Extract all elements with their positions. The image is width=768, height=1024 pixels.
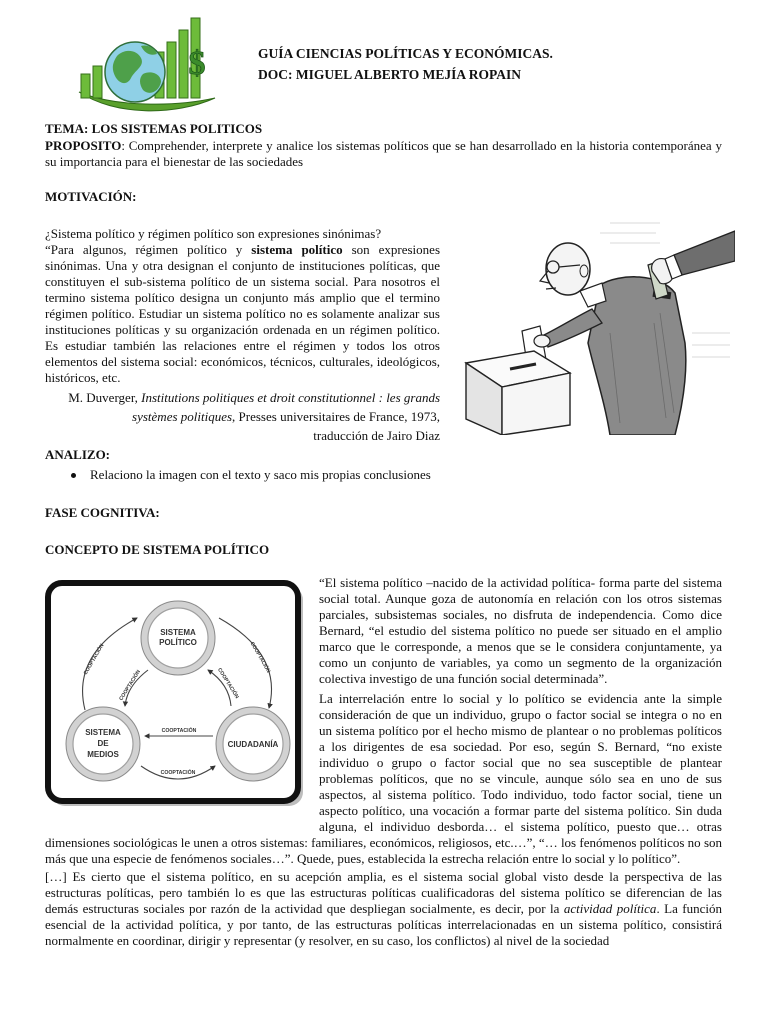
bar <box>167 42 176 98</box>
diagram-container <box>45 575 319 827</box>
node-label: SISTEMA <box>160 628 196 637</box>
bar <box>93 66 102 98</box>
purpose-paragraph <box>45 138 722 170</box>
quote-text-end: son expresiones sinónimas. Una y otra designan el conjunto de instituciones políticas, que constituyen el sub-sistema político de un sistema social. Para nosotros el termino sistema político designa un conjunto más amplio que el termino régimen político. Estudiar un sistema político no es solamente analizar sus instituciones políticas y su organización ordenada en un régimen político. Es estudiar también las relaciones entre el régimen y todos los otros elementos del sistema social: económicos, técnicos, culturales, ideológicos, históricos, etc. <box>45 242 441 385</box>
motivation-question: ¿Sistema político y régimen político son expresiones sinónimas? <box>45 226 382 241</box>
analysis-heading: ANALIZO: <box>45 447 111 462</box>
logo-graphic <box>75 12 217 115</box>
guide-title: GUÍA CIENCIAS POLÍTICAS Y ECONÓMICAS. <box>258 46 553 61</box>
paragraph-3-end: . La función esencial de la actividad política, y por tanto, de las estructuras políticas interrelacionadas en un sistema político, consistirá normalmente en coordinar, dirigir y representar (y resolver, en su caso, los conflictos) al nivel de la sociedad <box>45 901 723 948</box>
purpose-label: PROPOSITO <box>45 138 122 153</box>
bullet-marker <box>71 473 76 478</box>
globe-dollar-logo <box>75 12 217 115</box>
bar <box>81 74 90 98</box>
concept-paragraph-3 <box>45 869 722 949</box>
dollar-sign-icon: $ <box>188 45 206 82</box>
quote-bold-term: sistema político <box>251 242 343 257</box>
citation <box>45 388 440 426</box>
motivation-heading: MOTIVACIÓN: <box>45 189 137 204</box>
node-label: DE <box>97 739 109 748</box>
bar <box>179 30 188 98</box>
man-hand <box>534 335 550 347</box>
cognitive-phase-heading: FASE COGNITIVA: <box>45 505 160 520</box>
node-political-system <box>141 601 215 675</box>
citation-translation: traducción de Jairo Diaz <box>313 428 440 443</box>
citation-work: Institutions politiques et droit constitutionnel : les grands systèmes politiques <box>132 390 440 424</box>
cartoon-graphic <box>460 213 735 435</box>
sleeve <box>674 231 735 275</box>
political-system-diagram <box>45 580 305 808</box>
motivation-column <box>45 226 440 445</box>
node-label: MEDIOS <box>87 750 119 759</box>
man-ear <box>580 265 588 277</box>
paragraph-3-italic-term: actividad política <box>563 901 657 916</box>
node-label: POLÍTICO <box>159 638 197 647</box>
node-citizenship <box>216 707 290 781</box>
node-label: SISTEMA <box>85 728 121 737</box>
citation-publisher: , Presses universitaires de France, 1973, <box>232 409 440 424</box>
citation-author: M. Duverger, <box>68 390 142 405</box>
node-label: CIUDADANÍA <box>227 740 279 749</box>
quote-text-start: “Para algunos, régimen político y <box>45 242 252 257</box>
node-media-system <box>66 707 140 781</box>
arrow-label: COOPTACIÓN <box>248 640 272 675</box>
topic-heading: TEMA: LOS SISTEMAS POLITICOS <box>45 121 263 136</box>
concept-body <box>45 575 722 949</box>
bullet-item: Relaciono la imagen con el texto y saco mis propias conclusiones <box>90 467 431 482</box>
arrow-label: COOPTACIÓN <box>118 669 142 702</box>
concept-paragraph-1: “El sistema político –nacido de la actividad política- forma parte del sistema social total. Aunque goza de autonomía en relación con los otros sistemas parciales, subsistemas sociales, no disfruta de independencia. Como dice Bernard, “el estudio del sistema político no puede ser situado en el amplio marco que le corresponde, a menos que se le considera conjuntamente, ya como un conjunto de variables, ya como un segmento de la organización colectiva investigo de una función social determinada”. <box>319 575 722 686</box>
ballot-cartoon-image <box>460 213 735 435</box>
arrow-label: COOPTACIÓN <box>160 770 196 776</box>
arrow-label: COOPTACIÓN <box>216 667 240 700</box>
purpose-text: : Comprehender, interprete y analice los sistemas políticos que se han desarrollado en la historia contemporánea y su importancia para el bienestar de las sociedades <box>45 138 722 169</box>
arrow-label: COOPTACIÓN <box>161 728 197 734</box>
concept-paragraph-2: La interrelación entre lo social y lo político se evidencia ante la simple consideración de que un individuo, grupo o factor social se integra o no en un sistema político por el hecho mismo de plantear o no problemas políticos a los dirigentes de esa sociedad. Por eso, según S. Bernard, “no existe individuo o grupo o factor social que no sea susceptible de plantear problemas políticos, que no se vincule, aunque sólo sea en uno de sus aspectos, al sistema político. Todo individuo, todo factor social, tiene un aspecto político, una vocación a formar parte del sistema político. Sin duda alguna, el individuo desborda… el sistema político, puesto que… otras dimensiones sociológicas le unen a otros sistemas: familiares, económicos, religiosos, etc.…”, “… los fenómenos políticos no son más que una especie de fenómenos sociales…”. Quede, pues, establecida la estrecha relación entre lo social y lo político”. <box>45 691 722 866</box>
motivation-quote <box>45 242 440 386</box>
arrow-label: COOPTACIÓN <box>82 642 106 677</box>
author-line: DOC: MIGUEL ALBERTO MEJÍA ROPAIN <box>258 67 522 82</box>
paragraph-3-start: […] Es cierto que el sistema político, en su acepción amplia, es el sistema social global visto desde la perspectiva de las estructuras políticas, pero también lo es que las estructuras políticas cualificadoras del sistema político se diferencian de las demás estructuras sociales por razón de la actividad que despliegan socialmente, es decir, por la <box>45 869 722 916</box>
concept-heading: CONCEPTO DE SISTEMA POLÍTICO <box>45 542 270 557</box>
